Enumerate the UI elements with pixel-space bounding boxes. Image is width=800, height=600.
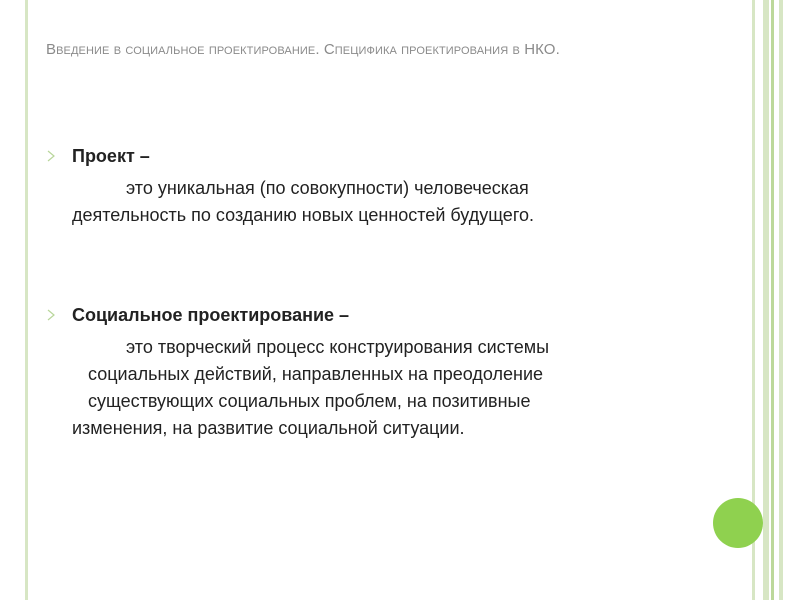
definition-line: социальных действий, направленных на преодоление — [88, 364, 544, 384]
term-label: Проект – — [72, 146, 150, 166]
definition-line: существующих социальных проблем, на позитивные — [88, 391, 531, 411]
right-stripe — [763, 0, 769, 600]
slide-title: Введение в социальное проектирование. Специфика проектирования в НКО. — [46, 41, 560, 58]
definition-line: деятельность по созданию новых ценностей будущего. — [72, 205, 534, 225]
green-circle — [713, 498, 763, 548]
definition-item — [46, 146, 686, 236]
definition-line: это творческий процесс конструирования системы — [126, 337, 550, 357]
definition-text — [72, 175, 672, 229]
definition-text — [72, 334, 672, 442]
left-frame-line — [25, 0, 28, 600]
bullet-icon — [46, 149, 56, 163]
bullet-icon — [46, 308, 56, 322]
definition-line: изменения, на развитие социальной ситуации. — [72, 418, 465, 438]
right-stripe — [779, 0, 783, 600]
definition-item — [46, 305, 686, 455]
definition-line: это уникальная (по совокупности) человеческая — [126, 178, 529, 198]
right-stripe — [771, 0, 774, 600]
term-label: Социальное проектирование – — [72, 305, 350, 325]
